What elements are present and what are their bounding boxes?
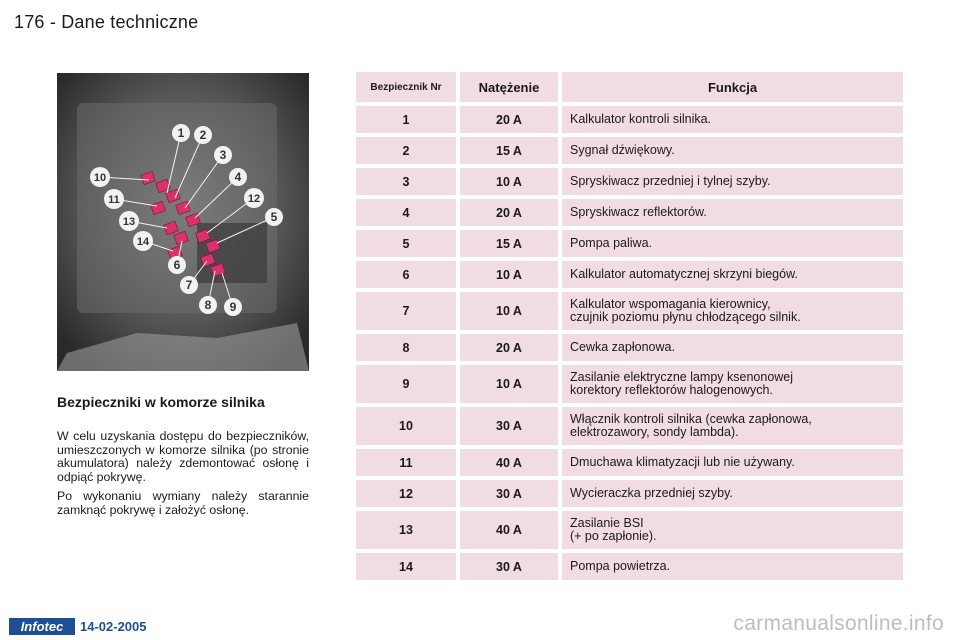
fuse-function xyxy=(562,292,903,330)
fuse-amperage: 15 A xyxy=(460,137,558,164)
table-row xyxy=(356,407,903,445)
table-body xyxy=(356,106,903,580)
table-row xyxy=(356,199,903,226)
fuse-amperage: 20 A xyxy=(460,106,558,133)
callout-5 xyxy=(265,208,283,226)
fuse-number: 11 xyxy=(356,449,456,476)
svg-text:3: 3 xyxy=(219,148,227,162)
svg-text:4: 4 xyxy=(234,170,242,184)
table-row xyxy=(356,230,903,257)
fuse-amperage: 30 A xyxy=(460,407,558,445)
fuse-function xyxy=(562,407,903,445)
fuse-box-illustration xyxy=(57,73,309,371)
fuse-number: 12 xyxy=(356,480,456,507)
fuse-function-line: Pompa powietrza. xyxy=(570,559,671,573)
fuse-function xyxy=(562,168,903,195)
fuse-function-line: Cewka zapłonowa. xyxy=(570,340,675,354)
footer-date: 14-02-2005 xyxy=(80,619,147,634)
fuse-function-line: elektrozawory, sondy lambda). xyxy=(570,425,739,439)
fuse-function xyxy=(562,511,903,549)
fuse-function-line: Kalkulator wspomagania kierownicy, xyxy=(570,297,771,311)
fuse-function-line: Spryskiwacz przedniej i tylnej szyby. xyxy=(570,174,771,188)
watermark: carmanualsonline.info xyxy=(733,612,944,635)
callout-4 xyxy=(229,168,247,186)
fuse-function-line: Zasilanie BSI xyxy=(570,516,644,530)
section-body xyxy=(57,430,309,524)
svg-text:2: 2 xyxy=(199,128,207,142)
callout-10 xyxy=(90,167,110,187)
fuse-amperage: 10 A xyxy=(460,261,558,288)
callout-2 xyxy=(194,126,212,144)
svg-text:10: 10 xyxy=(93,172,107,184)
fuse-function xyxy=(562,230,903,257)
fuse-amperage: 20 A xyxy=(460,199,558,226)
svg-text:13: 13 xyxy=(122,216,136,228)
fuse-number: 3 xyxy=(356,168,456,195)
table-row xyxy=(356,292,903,330)
fuse-function xyxy=(562,553,903,580)
callout-13 xyxy=(119,211,139,231)
callout-6 xyxy=(168,256,186,274)
fuse-function-line: Zasilanie elektryczne lampy ksenonowej xyxy=(570,370,794,384)
fuse-function xyxy=(562,106,903,133)
paragraph: W celu uzyskania dostępu do bezpieczników, umieszczonych w komorze silnika (po stronie akumulatora) należy zdemontować osłonę i odpiąć pokrywę. xyxy=(57,429,309,484)
fuse-amperage: 10 A xyxy=(460,365,558,403)
fuse-amperage: 15 A xyxy=(460,230,558,257)
fuse-amperage: 30 A xyxy=(460,480,558,507)
svg-text:14: 14 xyxy=(136,236,150,248)
fuse-function-line: (+ po zapłonie). xyxy=(570,529,657,543)
fuse-function-line: Sygnał dźwiękowy. xyxy=(570,143,675,157)
callout-7 xyxy=(180,276,198,294)
fuse-number: 1 xyxy=(356,106,456,133)
table-row xyxy=(356,553,903,580)
fuse-function xyxy=(562,137,903,164)
callout-11 xyxy=(104,189,124,209)
fuse-number: 7 xyxy=(356,292,456,330)
fuse-function-line: Kalkulator kontroli silnika. xyxy=(570,112,712,126)
callout-3 xyxy=(214,146,232,164)
svg-text:12: 12 xyxy=(247,193,261,205)
fuse-amperage: 20 A xyxy=(460,334,558,361)
fuse-number: 5 xyxy=(356,230,456,257)
fuse-function xyxy=(562,199,903,226)
page-title: 176 - Dane techniczne xyxy=(14,12,199,32)
fuse-box-photo xyxy=(57,73,309,371)
fuse-function xyxy=(562,334,903,361)
fuse-number: 9 xyxy=(356,365,456,403)
svg-text:9: 9 xyxy=(229,300,237,314)
fuse-function-line: czujnik poziomu płynu chłodzącego silnik. xyxy=(570,310,801,324)
fuse-function xyxy=(562,449,903,476)
header-function: Funkcja xyxy=(562,72,903,102)
table-row xyxy=(356,106,903,133)
fuse-function xyxy=(562,261,903,288)
fuse-function-line: Kalkulator automatycznej skrzyni biegów. xyxy=(570,267,798,281)
table-row xyxy=(356,168,903,195)
fuse-function-line: Włącznik kontroli silnika (cewka zapłonowa, xyxy=(570,412,812,426)
fuse-amperage: 30 A xyxy=(460,553,558,580)
table-row xyxy=(356,511,903,549)
table-row xyxy=(356,480,903,507)
table-row xyxy=(356,449,903,476)
callout-9 xyxy=(224,298,242,316)
table-header-row xyxy=(356,72,903,102)
fuse-function-line: korektory reflektorów halogenowych. xyxy=(570,383,773,397)
paragraph: Po wykonaniu wymiany należy starannie zamknąć pokrywę i założyć osłonę. xyxy=(57,489,309,517)
svg-text:7: 7 xyxy=(185,278,193,292)
fuse-amperage: 10 A xyxy=(460,292,558,330)
header-fuse-number: Bezpiecznik Nr xyxy=(356,72,456,102)
svg-text:5: 5 xyxy=(270,210,278,224)
table-row xyxy=(356,334,903,361)
fuse-amperage: 10 A xyxy=(460,168,558,195)
fuse-number: 14 xyxy=(356,553,456,580)
table-row xyxy=(356,137,903,164)
section-title: Bezpieczniki w komorze silnika xyxy=(57,394,265,410)
fuse-number: 6 xyxy=(356,261,456,288)
svg-text:1: 1 xyxy=(177,126,185,140)
header-amperage: Natężenie xyxy=(460,72,558,102)
callout-1 xyxy=(172,124,190,142)
callout-8 xyxy=(199,296,217,314)
callout-14 xyxy=(133,231,153,251)
svg-text:6: 6 xyxy=(173,258,181,272)
fuse-function-line: Wycieraczka przedniej szyby. xyxy=(570,486,733,500)
fuse-function-line: Dmuchawa klimatyzacji lub nie używany. xyxy=(570,455,795,469)
fuse-table xyxy=(352,68,907,584)
fuse-number: 10 xyxy=(356,407,456,445)
fuse-number: 13 xyxy=(356,511,456,549)
infotec-logo: Infotec xyxy=(9,618,75,635)
fuse-function xyxy=(562,480,903,507)
fuse-number: 2 xyxy=(356,137,456,164)
fuse-amperage: 40 A xyxy=(460,449,558,476)
svg-text:8: 8 xyxy=(204,298,212,312)
svg-text:11: 11 xyxy=(108,194,120,206)
callout-12 xyxy=(244,188,264,208)
table-row xyxy=(356,261,903,288)
fuse-amperage: 40 A xyxy=(460,511,558,549)
fuse-number: 8 xyxy=(356,334,456,361)
table-row xyxy=(356,365,903,403)
fuse-function-line: Spryskiwacz reflektorów. xyxy=(570,205,707,219)
fuse-function xyxy=(562,365,903,403)
fuse-function-line: Pompa paliwa. xyxy=(570,236,652,250)
fuse-number: 4 xyxy=(356,199,456,226)
